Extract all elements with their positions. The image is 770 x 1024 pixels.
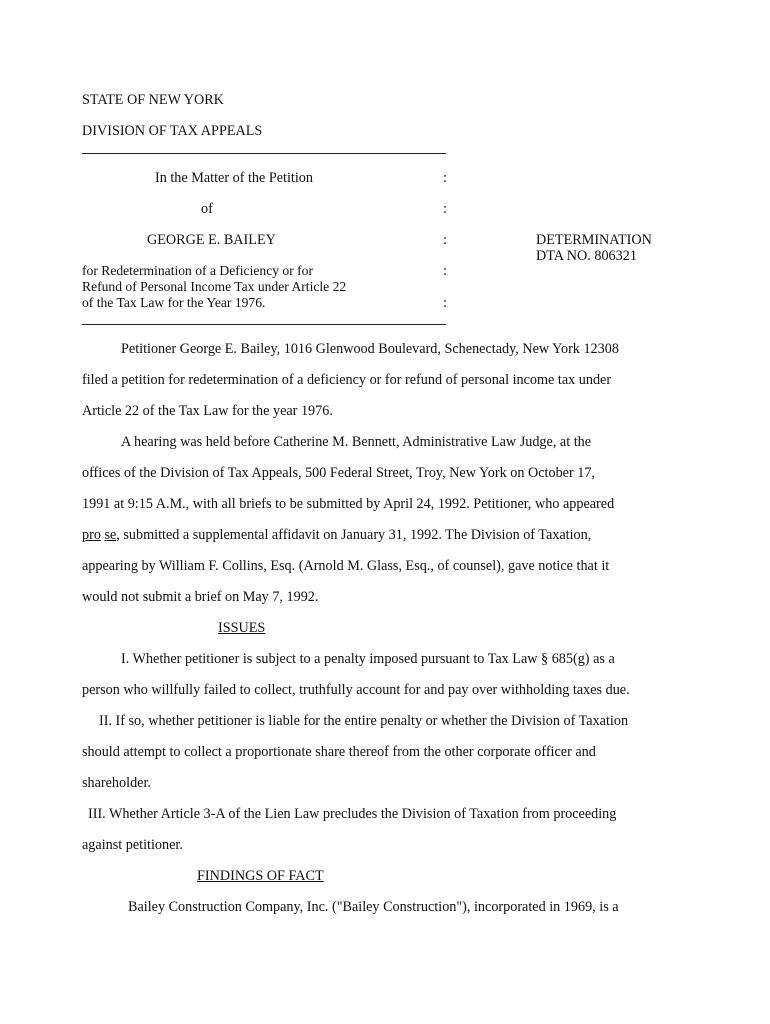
body-text-line: A hearing was held before Catherine M. Bennett, Administrative Law Judge, at the xyxy=(121,434,592,450)
caption-purpose-line-2: Refund of Personal Income Tax under Article 22 xyxy=(82,279,347,294)
caption-colon: : xyxy=(443,295,447,311)
caption-petitioner-name: GEORGE E. BAILEY xyxy=(147,232,276,248)
caption-purpose-line-1: for Redetermination of a Deficiency or for xyxy=(82,263,313,278)
body-text-line: 1991 at 9:15 A.M., with all briefs to be submitted by April 24, 1992. Petitioner, who appeared xyxy=(82,496,615,512)
caption-bottom-rule xyxy=(82,324,446,325)
body-text-line: offices of the Division of Tax Appeals, 500 Federal Street, Troy, New York on October 17, xyxy=(82,465,595,481)
caption-matter: In the Matter of the Petition xyxy=(155,170,313,186)
caption-colon: : xyxy=(443,263,447,279)
pro-se-underlined: pro xyxy=(82,527,101,543)
issue-line: against petitioner. xyxy=(82,837,183,853)
body-text-line: filed a petition for redetermination of a deficiency or for refund of personal income tax under xyxy=(82,372,612,388)
header-state: STATE OF NEW YORK xyxy=(82,92,224,108)
findings-heading: FINDINGS OF FACT xyxy=(197,868,324,884)
pro-se-underlined: se xyxy=(104,527,117,543)
caption-of: of xyxy=(201,201,213,217)
caption-colon: : xyxy=(443,232,447,248)
body-text-segment: , submitted a supplemental affidavit on January 31, 1992. The Division of Taxation, xyxy=(116,527,592,543)
issue-line: III. Whether Article 3-A of the Lien Law precludes the Division of Taxation from proceeding xyxy=(88,806,617,822)
header-division: DIVISION OF TAX APPEALS xyxy=(82,123,263,139)
determination-number: DTA NO. 806321 xyxy=(536,248,637,264)
issue-line: I. Whether petitioner is subject to a penalty imposed pursuant to Tax Law § 685(g) as a xyxy=(121,651,615,667)
caption-colon: : xyxy=(443,201,447,217)
body-text-line: appearing by William F. Collins, Esq. (Arnold M. Glass, Esq., of counsel), gave notice that it xyxy=(82,558,610,574)
determination-title: DETERMINATION xyxy=(536,232,652,248)
caption-colon: : xyxy=(443,170,447,186)
issue-line: should attempt to collect a proportionate share thereof from the other corporate officer and xyxy=(82,744,596,760)
body-text-line: would not submit a brief on May 7, 1992. xyxy=(82,589,319,605)
caption-top-rule xyxy=(82,153,446,154)
findings-text-line: Bailey Construction Company, Inc. ("Bailey Construction"), incorporated in 1969, is a xyxy=(128,899,619,915)
body-text-line: Petitioner George E. Bailey, 1016 Glenwood Boulevard, Schenectady, New York 12308 xyxy=(121,341,619,357)
issues-heading: ISSUES xyxy=(218,620,266,636)
body-text-line xyxy=(82,527,591,543)
issue-line: II. If so, whether petitioner is liable for the entire penalty or whether the Division of Taxation xyxy=(99,713,629,729)
caption-purpose-line-3: of the Tax Law for the Year 1976. xyxy=(82,295,266,310)
body-text-line: Article 22 of the Tax Law for the year 1976. xyxy=(82,403,333,419)
issue-line: person who willfully failed to collect, truthfully account for and pay over withholding taxes due. xyxy=(82,682,630,698)
issue-line: shareholder. xyxy=(82,775,151,791)
